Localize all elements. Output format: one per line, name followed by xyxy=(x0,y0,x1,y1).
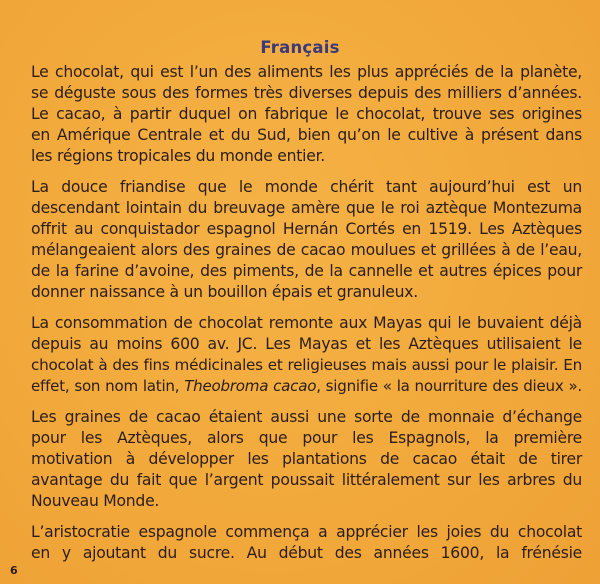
paragraph-4-line-1: Les graines de cacao étaient aussi une sorte de monnaie d’échange xyxy=(31,408,582,426)
paragraph-2-line-2: descendant lointain du breuvage amère que le roi aztèque Montezuma xyxy=(31,199,582,217)
paragraph-1-line-1: Le chocolat, qui est l’un des aliments les plus appréciés de la planète, xyxy=(31,63,582,81)
paragraph-2-line-1: La douce friandise que le monde chérit tant aujourd’hui est un xyxy=(31,178,582,196)
paragraph-3-line-1: La consommation de chocolat remonte aux Mayas qui le buvaient déjà xyxy=(31,314,582,332)
paragraph-2-line-5: de la farine d’avoine, des piments, de la cannelle et autres épices pour xyxy=(31,262,582,280)
paragraph-2-line-4: mélangeaient alors des graines de cacao moulues et grillées à de l’eau, xyxy=(31,241,582,259)
paragraph-3-line-2: depuis au moins 600 av. JC. Les Mayas et les Aztèques utilisaient le xyxy=(31,335,582,353)
paragraph-1-line-5: les régions tropicales du monde entier. xyxy=(31,147,325,165)
paragraph-4-line-4: avantage du fait que l’argent poussait littéralement sur les arbres du xyxy=(31,471,582,489)
paragraph-5-line-2: en y ajoutant du sucre. Au début des années 1600, la frénésie xyxy=(31,544,582,562)
paragraph-1-line-3: Le cacao, à partir duquel on fabrique le chocolat, trouve ses origines xyxy=(31,105,582,123)
paragraph-1-line-2: se déguste sous des formes très diverses depuis des milliers d’années. xyxy=(31,84,582,102)
paragraph-1-line-4: en Amérique Centrale et du Sud, bien qu’on le cultive à présent dans xyxy=(31,126,582,144)
paragraph-4-line-2: pour les Aztèques, alors que pour les Espagnols, la première xyxy=(31,429,582,447)
paragraph-2-line-6: donner naissance à un bouillon épais et granuleux. xyxy=(31,283,418,301)
paragraph-4-line-5: Nouveau Monde. xyxy=(31,492,160,510)
paragraph-5-line-1: L’aristocratie espagnole commença a apprécier les joies du chocolat xyxy=(31,523,582,541)
paragraph-2-line-3: offrit au conquistador espagnol Hernán Cortés en 1519. Les Aztèques xyxy=(31,220,582,238)
line-text-before: effet, son nom latin, xyxy=(31,377,185,395)
line-text-after: , signifie « la nourriture des dieux ». xyxy=(316,377,582,395)
paragraph-3-line-4 xyxy=(31,376,582,397)
latin-name: Theobroma cacao xyxy=(184,377,317,395)
section-heading: Français xyxy=(260,38,340,57)
paragraph-3-line-3: chocolat à des fins médicinales et religieuses mais aussi pour le plaisir. En xyxy=(31,356,582,374)
page-number: 6 xyxy=(10,564,18,577)
paragraph-4-line-3: motivation à développer les plantations de cacao était de tirer xyxy=(31,450,582,468)
